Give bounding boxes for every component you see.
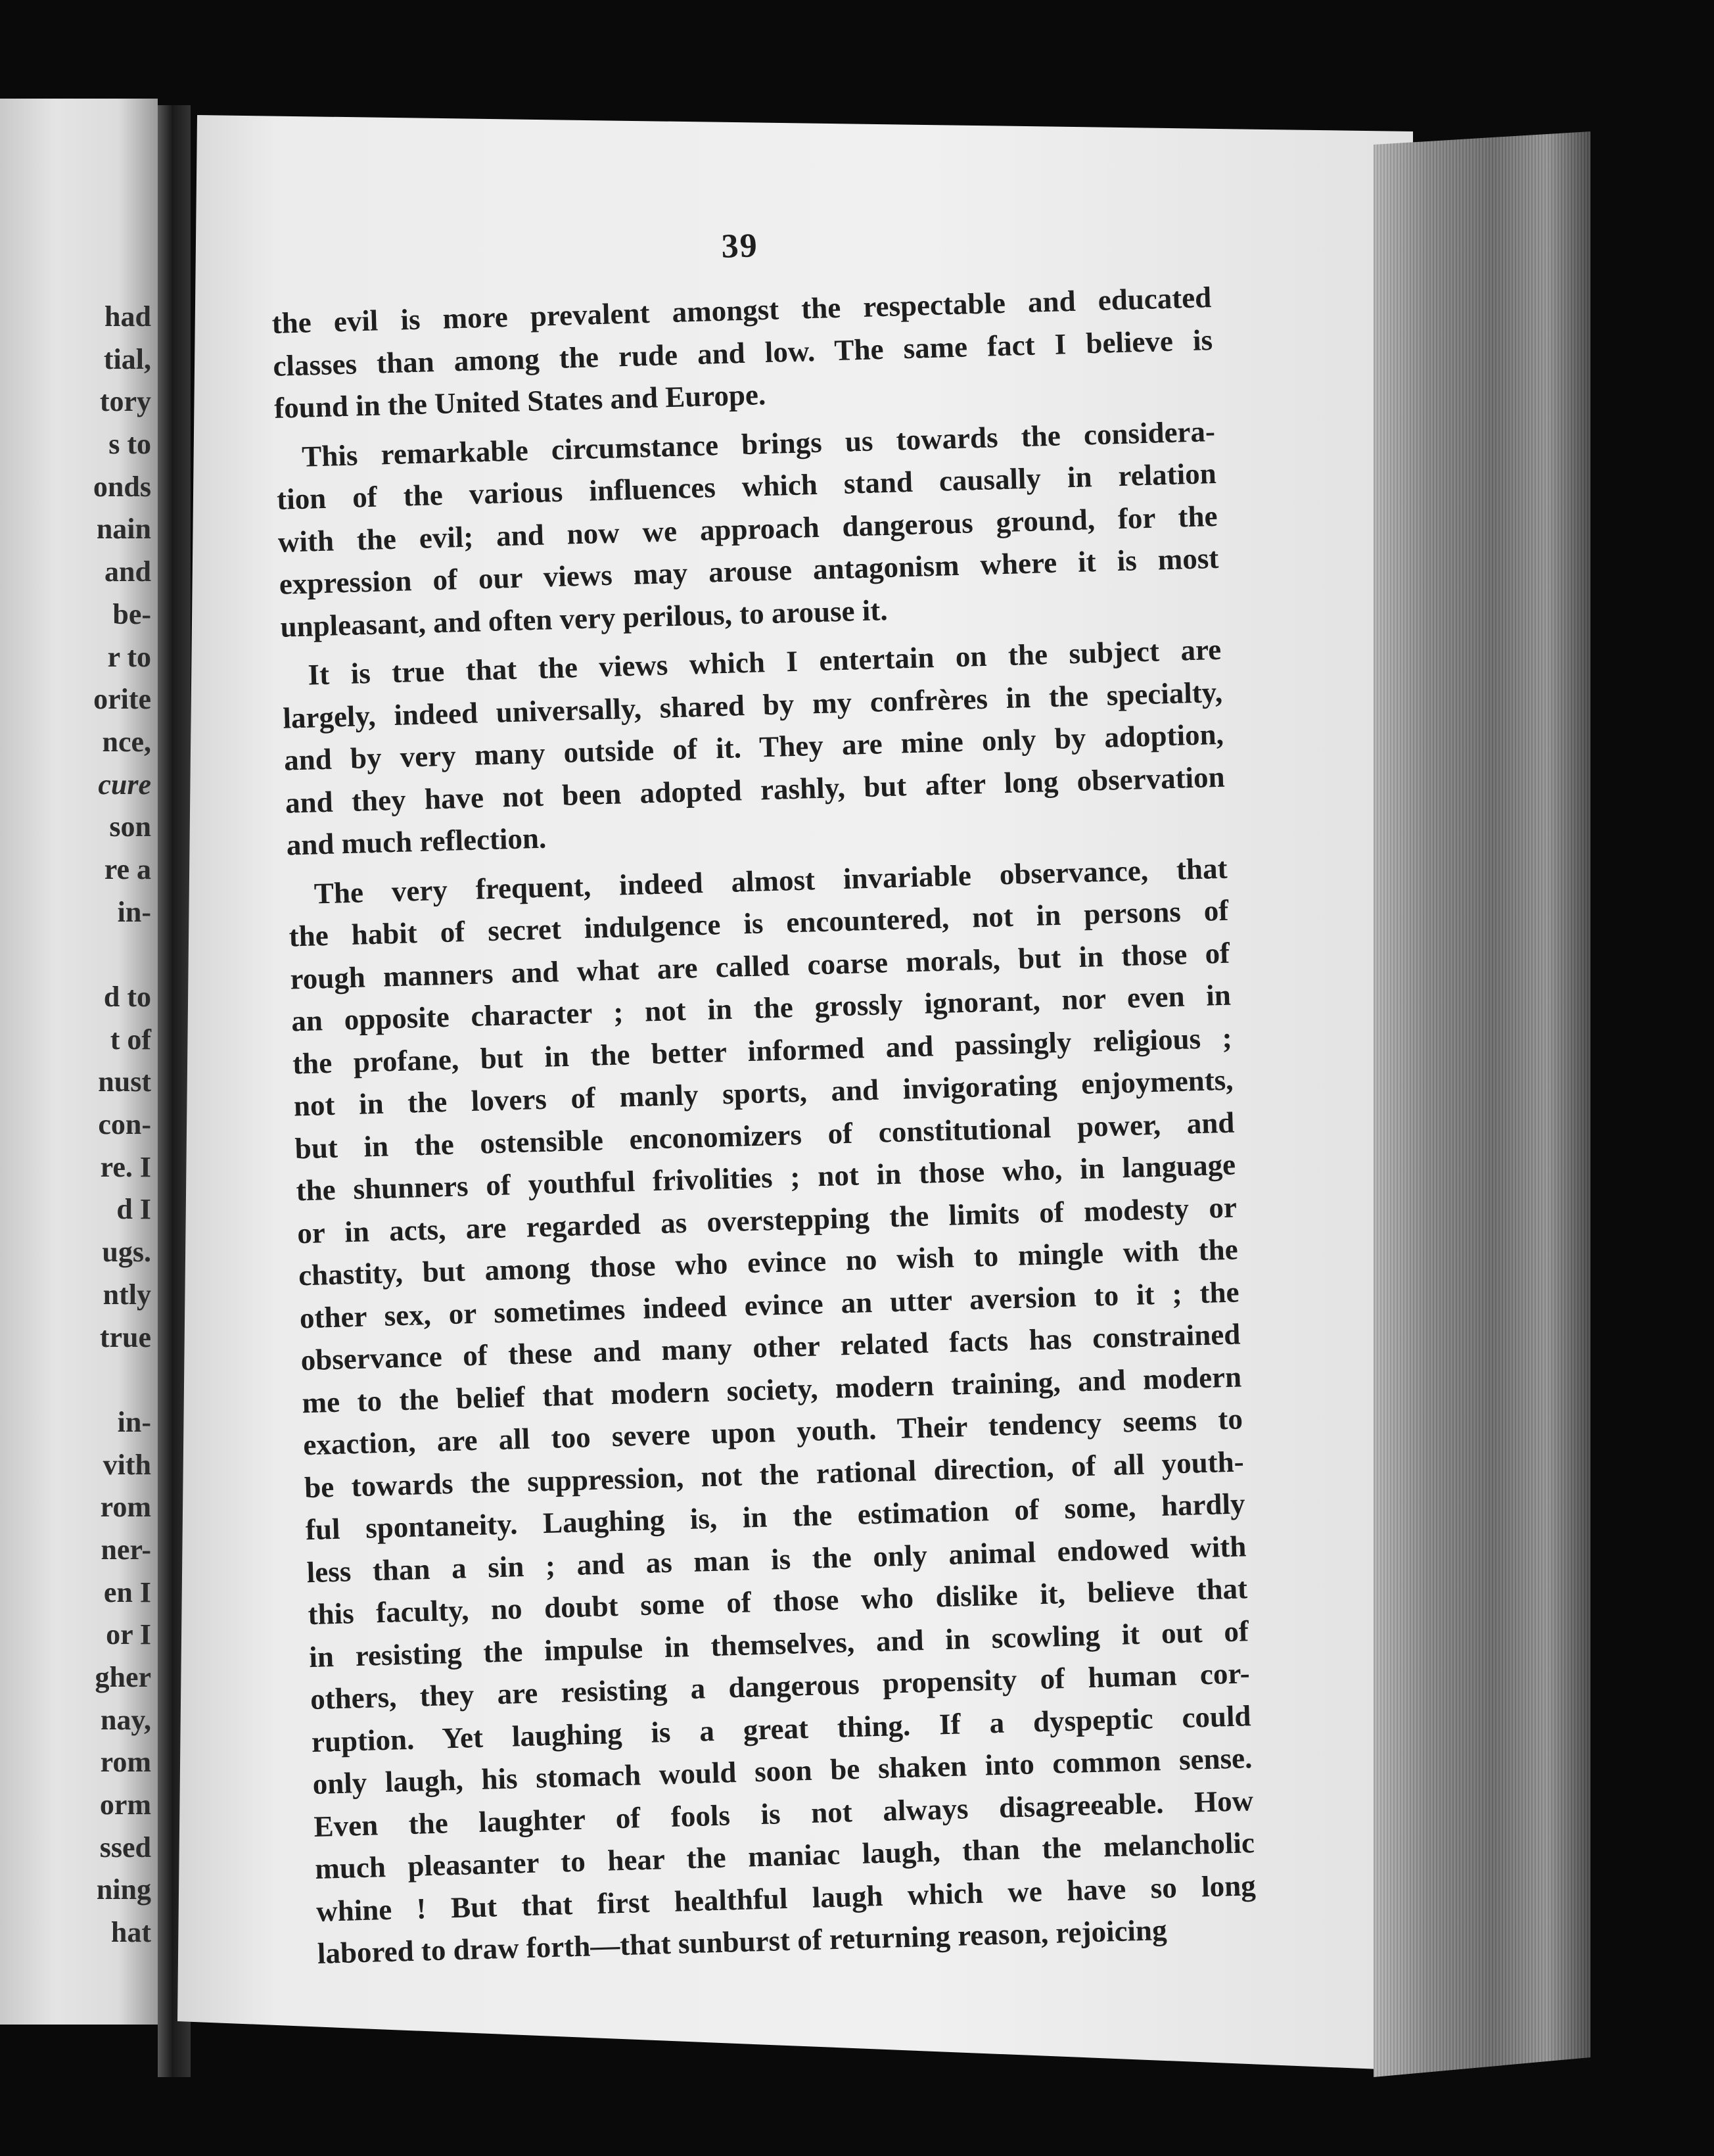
text-line: ful spontaneity. Laughing is, in the estimation of some, hardly — [305, 1487, 1246, 1547]
text-line: and by very many outside of it. They are mine only by adoption, — [283, 717, 1224, 777]
paragraph — [275, 410, 1220, 647]
text-line: found in the United States and Europe. — [273, 378, 766, 425]
text-line: rough manners and what are called coarse morals, but in those of — [289, 936, 1230, 996]
left-page-fragment: d to — [103, 981, 151, 1013]
text-line: Even the laughter of fools is not always disagreeable. How — [313, 1783, 1254, 1843]
text-line: the evil is more prevalent amongst the respectable and educated — [271, 281, 1212, 340]
text-line: the profane, but in the better informed and passingly religious ; — [292, 1021, 1233, 1080]
text-line: with the evil; and now we approach dangerous ground, for the — [277, 499, 1218, 559]
text-line: me to the belief that modern society, modern training, and modern — [301, 1359, 1242, 1419]
left-page-fragment: orite — [93, 683, 151, 716]
left-page-fragment: nain — [96, 513, 151, 546]
left-page-fragment: r to — [107, 640, 151, 673]
page-block-fore-edge — [1374, 131, 1590, 2077]
left-page-fragment: ner- — [101, 1533, 151, 1566]
paragraph — [271, 276, 1215, 429]
left-page-fragment: or I — [106, 1618, 151, 1651]
left-page-fragment: had — [104, 300, 151, 333]
text-line: The very frequent, indeed almost invariable observance, that — [313, 851, 1228, 910]
left-page-fragment: be- — [112, 598, 151, 630]
left-page-fragment: vith — [103, 1448, 151, 1481]
left-page-fragment: en I — [103, 1576, 151, 1608]
left-page-text-fragments — [0, 296, 151, 1954]
left-facing-page — [0, 99, 158, 2025]
left-page-fragment: rom — [100, 1746, 151, 1779]
text-line: unpleasant, and often very perilous, to arouse it. — [279, 593, 889, 644]
text-line: tion of the various influences which stand causally in relation — [276, 456, 1217, 516]
text-line: classes than among the rude and low. The same fact I believe is — [272, 323, 1213, 383]
left-page-fragment: son — [109, 810, 151, 843]
left-page-fragment: ntly — [103, 1278, 151, 1311]
left-page-fragment: s to — [108, 428, 151, 461]
text-line: in resisting the impulse in themselves, and in scowling it out of — [308, 1614, 1249, 1674]
left-page-fragment: con- — [98, 1108, 151, 1141]
text-line: observance of these and many other related facts has constrained — [300, 1317, 1241, 1377]
text-line: exaction, are all too severe upon youth. Their tendency seems to — [302, 1402, 1243, 1462]
left-page-fragment: re. I — [100, 1150, 151, 1183]
text-line: be towards the suppression, not the rational direction, of all youth- — [304, 1444, 1245, 1504]
left-page-fragment — [0, 1359, 151, 1401]
left-page-fragment: nce, — [102, 725, 151, 758]
text-line: expression of our views may arouse antagonism where it is most — [279, 541, 1219, 601]
left-page-fragment: re a — [104, 853, 151, 885]
text-line: It is true that the views which I entertain on the subject are — [307, 632, 1222, 691]
left-page-fragment: ugs. — [102, 1236, 151, 1269]
left-page-fragment: ning — [96, 1873, 151, 1906]
text-line: largely, indeed universally, shared by my confrères in the specialty, — [282, 675, 1223, 735]
left-page-fragment: d I — [116, 1193, 151, 1226]
text-line: but in the ostensible enconomizers of constitutional power, and — [294, 1106, 1235, 1165]
text-line: only laugh, his stomach would soon be shaken into common sense. — [312, 1741, 1253, 1801]
left-page-fragment: in- — [117, 895, 151, 928]
left-page-fragment: orm — [99, 1789, 151, 1821]
left-page-fragment: nust — [98, 1066, 151, 1098]
text-line: the shunners of youthful frivolities ; not in those who, in language — [295, 1148, 1236, 1207]
text-line: other sex, or sometimes indeed evince an utter aversion to it ; the — [299, 1275, 1240, 1334]
left-page-fragment: rom — [100, 1491, 151, 1524]
text-line: This remarkable circumstance brings us towards the considera- — [301, 414, 1216, 473]
left-page-fragment: gher — [95, 1661, 151, 1693]
text-line: less than a sin ; and as man is the only animal endowed with — [306, 1529, 1247, 1589]
text-line: ruption. Yet laughing is a great thing. If a dyspeptic could — [311, 1699, 1252, 1758]
left-page-fragment: hat — [110, 1916, 151, 1949]
text-line: whine ! But that first healthful laugh which we have so long — [315, 1868, 1257, 1928]
page-number: 39 — [720, 227, 759, 266]
left-page-fragment: tory — [99, 385, 151, 418]
left-page-fragment — [0, 933, 151, 976]
left-page-fragment: ssed — [99, 1831, 151, 1863]
left-page-fragment: cure — [98, 768, 151, 801]
text-line: others, they are resisting a dangerous propensity of human cor- — [310, 1656, 1251, 1716]
text-line: this faculty, no doubt some of those who dislike it, believe that — [307, 1572, 1248, 1631]
paragraph — [281, 628, 1226, 866]
text-line: not in the lovers of manly sports, and invigorating enjoyments, — [293, 1063, 1234, 1123]
body-text — [271, 276, 1258, 1975]
left-page-fragment: in- — [117, 1405, 151, 1438]
text-line: and much reflection. — [286, 821, 547, 862]
paragraph — [287, 847, 1257, 1975]
left-page-fragment: onds — [93, 470, 151, 503]
text-line: and they have not been adopted rashly, but after long observation — [285, 760, 1226, 820]
page-text-block — [269, 210, 1257, 1975]
text-line: the habit of secret indulgence is encountered, not in persons of — [289, 893, 1229, 953]
text-line: labored to draw forth—that sunburst of returning reason, rejoicing — [317, 1913, 1168, 1970]
left-page-fragment: t of — [110, 1023, 151, 1056]
left-page-fragment: tial, — [103, 342, 151, 375]
text-line: or in acts, are regarded as overstepping the limits of modesty or — [296, 1190, 1238, 1250]
left-page-fragment: and — [104, 555, 151, 588]
left-page-fragment: nay, — [100, 1703, 151, 1736]
text-line: much pleasanter to hear the maniac laugh, than the melancholic — [314, 1826, 1255, 1886]
left-page-fragment: true — [99, 1321, 151, 1353]
text-line: an opposite character ; not in the grossly ignorant, nor even in — [290, 978, 1232, 1038]
text-line: chastity, but among those who evince no wish to mingle with the — [298, 1232, 1239, 1292]
